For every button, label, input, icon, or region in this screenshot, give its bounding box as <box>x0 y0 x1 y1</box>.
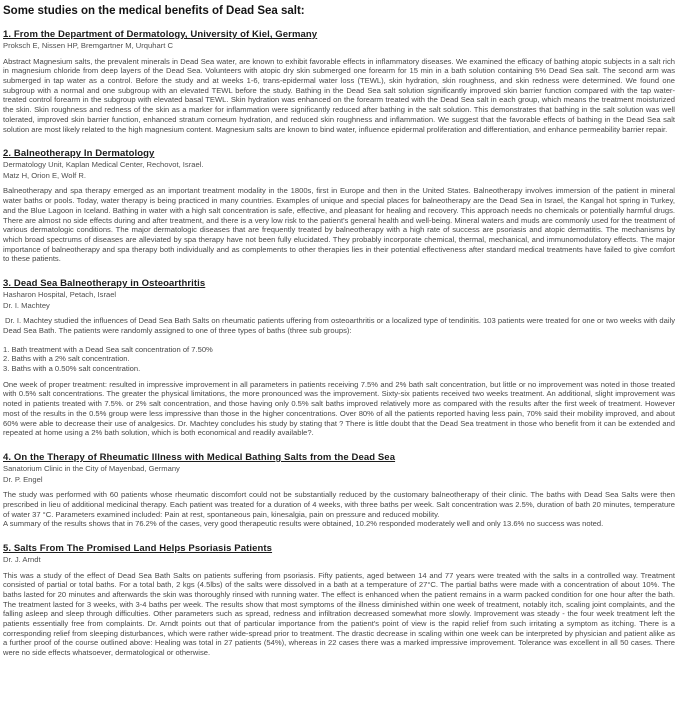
bath-subgroup-item-1: 1. Bath treatment with a Dead Sea salt concentration of 7.50% <box>3 344 213 354</box>
section-balneotherapy-dermatology <box>3 148 675 264</box>
section-psoriasis <box>3 543 675 658</box>
section-4-body: The study was performed with 60 patients whose rheumatic discomfort could not be substantially reduced by the customary balneotherapy of their clinic. The baths with Dead Sea Salts were then prescribed in lieu of additional medicinal therapy. Each patient was treated for a duration of 4 weeks, with three baths per week. Salt concentration was 2.5%, duration of bath 20 minutes, temperature of water 37 °C. Parameters examined included: Pain at rest, spontaneous pain, kinesalgia, pain on pressure and reduced mobility. <box>3 490 675 519</box>
section-1-authors: Proksch E, Nissen HP, Bremgartner M, Urquhart C <box>3 41 173 50</box>
section-2-heading: 2. Balneotherapy In Dermatology <box>3 148 155 160</box>
section-3-heading: 3. Dead Sea Balneotherapy in Osteoarthritis <box>3 278 206 290</box>
section-3-intro: Dr. I. Machtey studied the influences of Dead Sea Bath Salts on rheumatic patients uffering from osteoarthritis or a localized type of tendinitis. 103 patients were treated for one or two weeks with daily Dead Sea Bath. The patients were randomly assigned to one of three types of baths (three sub groups): <box>3 316 675 335</box>
section-4-author: Dr. P. Engel <box>3 474 43 484</box>
section-3-results: One week of proper treatment: resulted in impressive improvement in all parameters in patients receiving 7.5% and 2% bath salt concentration, but little or no improvement was noted in those treated with 0.5% salt concentrations. The greater the physical limitations, the more pronounced was the improvement. Sixty-six patients received two weeks treatment. An additional, slight improvement was noted in patients treated with 7.5%. or 2% salt concentration, and those having only 0.5% salt baths improved relatively more as compared with the results after the first week of treatment. However most of the results in the 0.5% group were less impressive than those in the higher concentrations. Over 80% of all the patients reported having less pain, 70% said their mobility improved, and about 60% were able to decrease their use of analgesics. Dr. Machtey concludes his study by stating that ? There is little doubt that the Dead Sea treatment in those who benefit from it can be extended and repeated at home using a 2% bath solution, which is both economical and readily available?. <box>3 379 675 438</box>
section-dermatology-kiel <box>3 29 675 134</box>
bath-subgroup-item-2: 2. Baths with a 2% salt concentration. <box>3 354 130 364</box>
section-rheumatic-illness <box>3 452 675 529</box>
section-5-body: This was a study of the effect of Dead Sea Bath Salts on patients suffering from psoriasis. Fifty patients, aged between 14 and 77 years were treated with the salts in a controlled way. Treatment consisted of partial or total baths. For a total bath, 2 kgs (4.5lbs) of the salts were dissolved in a bath at a temperature of 27°C. The partial baths were made with a concentration of about 10%. The baths lasted for 20 minutes and afterwards the skin was thoroughly rinsed with running water. The effect is enhanced when the patient remains in a warm packed condition for one hour after the bath. The treatment lasted for 3 weeks, with 3-4 baths per week. The results show that most symptoms of the illness diminished within one week of treatment, notably itch, scaling joint complaints, and the falling asleep and sleep through difficulties. Other parameters such as spread, redness and infiltration decreased somewhat more slowly. Improvement was steady - the four week treatment left the patients essentially free from complaints. Dr. Arndt points out that of particular importance from the patient's point of view is the rapid relief from such irritating a symptom as itching. There is a corresponding relief from sleeping disturbances, which were rather wide-spread prior to treatment. The drastic decrease in scaling within one week can be interpreted by physician and patient alike as a further proof of the course outlined above: Healing was total in 27 patients (54%), whereas in 22 cases there was a marked impressive improvement. Tolerance was excellent in all 50 cases. There were no side effects whatsoever, dermatological or otherwise. <box>3 570 675 658</box>
section-5-author: Dr. J. Arndt <box>3 554 41 564</box>
section-5-heading: 5. Salts From The Promised Land Helps Psoriasis Patients <box>3 542 273 554</box>
bath-subgroup-item-3: 3. Baths with a 0.50% salt concentration. <box>3 364 141 374</box>
section-4-institution: Sanatorium Clinic in the City of Mayenbad, Germany <box>3 463 180 473</box>
section-1-heading: 1. From the Department of Dermatology, University of Kiel, Germany <box>3 29 318 40</box>
section-4-summary: A summary of the results shows that in 76.2% of the cases, very good therapeutic results were obtained, 10.2% responded moderately well and only 13.6% no success was noted. <box>3 519 604 529</box>
section-osteoarthritis <box>3 278 675 438</box>
section-2-institution: Dermatology Unit, Kaplan Medical Center, Rechovot, Israel. <box>3 160 204 170</box>
section-3-institution: Hasharon Hospital, Petach, Israel <box>3 290 117 300</box>
section-4-heading: 4. On the Therapy of Rheumatic Illness with Medical Bathing Salts from the Dead Sea <box>3 451 396 463</box>
section-3-author: Dr. I. Machtey <box>3 300 50 310</box>
section-2-body: Balneotherapy and spa therapy emerged as an important treatment modality in the 1800s, first in Europe and then in the United States. Balneotherapy involves immersion of the patient in mineral water baths or pools. Today, water therapy is being practiced in many countries. Examples of unique and special places for balneotherapy are the Dead Sea in Israel, the Kangal hot spring in Turkey, and the Blue Lagoon in Iceland. Bathing in water with a high salt concentration is safe, effective, and pleasant for healing and recovery. This approach needs no chemicals or potentially harmful drugs. There are almost no side effects during and after treatment, and there is a very low risk to the patient's general health and well-being. Mineral waters and muds are commonly used for the treatment of various dermatologic conditions. The major dermatologic diseases that are frequently treated by balneotherapy with a high rate of success are psoriasis and atopic dermatitis. The mechanisms by which broad spectrums of diseases are alleviated by spa therapy have not been fully elucidated. They probably incorporate chemical, thermal, mechanical, and immunomodulatory effects. The major importance of balneotherapy and spa therapy both individually and as complements to other therapies lies in their potential effectiveness after standard medical treatments have failed to give comfort to these patients. <box>3 186 675 264</box>
bath-subgroups-list <box>3 345 675 374</box>
section-2-authors: Matz H, Orion E, Wolf R. <box>3 170 86 180</box>
page-title: Some studies on the medical benefits of Dead Sea salt: <box>3 5 305 17</box>
section-1-abstract: Abstract Magnesium salts, the prevalent minerals in Dead Sea water, are known to exhibit favorable effects in inflammatory diseases. We examined the efficacy of bathing atopic subjects in a salt rich in magnesium chloride from deep layers of the Dead Sea. Volunteers with atopic dry skin submerged one forearm for 15 min in a bath solution containing 5% Dead Sea salt. The second arm was submerged in tap water as a control. Before the study and at weeks 1-6, trans-epidermal water loss (TEWL), skin hydration, skin roughness, and skin redness were determined. We found one subgroup with a normal and one subgroup with an elevated TEWL before the study. Bathing in the Dead Sea salt solution significantly improved skin barrier function compared with the tap water-treated control forearm in the subgroup with elevated basal TEWL. Skin hydration was enhanced on the forearm treated with the Dead Sea salt in each group, which means the treatment moisturized the skin. Skin roughness and redness of the skin as a marker for inflammation were significantly reduced after bathing in the salt solution. This demonstrates that bathing in the salt solution was well tolerated, improved skin barrier function, enhanced stratum corneum hydration, and reduced skin roughness and inflammation. We suggest that the favorable effects of bathing in the Dead Sea salt solution are most likely related to the high magnesium content. Magnesium salts are known to bind water, influence epidermal proliferation and differentiation, and enhance permeability barrier repair. <box>3 56 675 134</box>
